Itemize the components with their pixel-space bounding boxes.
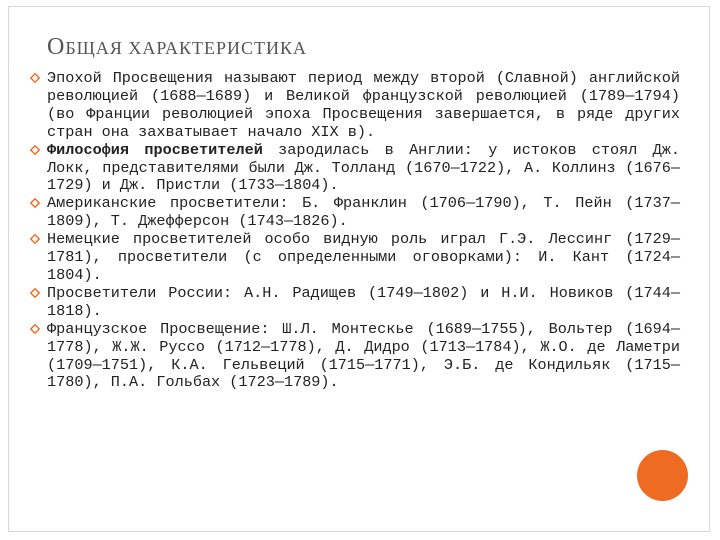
diamond-outline-icon bbox=[30, 198, 40, 208]
bullet-bold-lead: Философия просветителей bbox=[47, 140, 263, 159]
list-item bbox=[30, 285, 680, 321]
list-item bbox=[30, 142, 680, 196]
bullet-text: Немецкие просветителей особо видную роль играл Г.Э. Лессинг (1729—1781), просветители (с определенными оговорками): И. Кант (1724—1804). bbox=[47, 230, 680, 284]
bullet-text: Просветители России: А.Н. Радищев (1749—1802) и Н.И. Новиков (1744—1818). bbox=[47, 283, 680, 320]
bullet-text: Американские просветители: Б. Франклин (1706—1790), Т. Пейн (1737—1809), Т. Джефферсон (1743—1826). bbox=[47, 194, 680, 231]
diamond-outline-icon bbox=[30, 324, 40, 334]
slide-title-rest: БЩАЯ ХАРАКТЕРИСТИКА bbox=[65, 38, 308, 58]
list-item bbox=[30, 70, 680, 142]
diamond-outline-icon bbox=[30, 145, 40, 155]
bullet-text: Французское Просвещение: Ш.Л. Монтескье (1689—1755), Вольтер (1694—1778), Ж.Ж. Руссо (1712—1778), Д. Дидро (1713—1784), Ж.О. де Ламетри (1709—1751), К.А. Гельвеций (1715—1771), Э.Б. де Кондильяк (1715— 1780), П.А. Гольбах (1723—1789). bbox=[47, 319, 680, 392]
bullet-list bbox=[30, 70, 680, 392]
slide-title bbox=[47, 34, 307, 61]
list-item bbox=[30, 231, 680, 285]
diamond-outline-icon bbox=[30, 234, 40, 244]
diamond-outline-icon bbox=[30, 73, 40, 83]
bullet-text: Эпохой Просвещения называют период между второй (Славной) английской революцией (1688—1689) и Великой французской революцией (1789—1794) (во Франции революцией эпоха Просвещения завершается, в ряде других стран она захватывает начало XIX в). bbox=[47, 69, 680, 141]
list-item bbox=[30, 195, 680, 231]
list-item bbox=[30, 321, 680, 393]
bullet-text bbox=[47, 142, 680, 196]
diamond-outline-icon bbox=[30, 288, 40, 298]
bullet-text-rest: зародилась в Англии: у истоков стоял Дж. Локк, представителями были Дж. Толланд (1670—1722), А. Коллинз (1676—1729) и Дж. Пристли (1733—1804). bbox=[47, 140, 680, 195]
orange-circle-decoration bbox=[637, 450, 688, 501]
slide-title-initial: О bbox=[47, 34, 66, 60]
